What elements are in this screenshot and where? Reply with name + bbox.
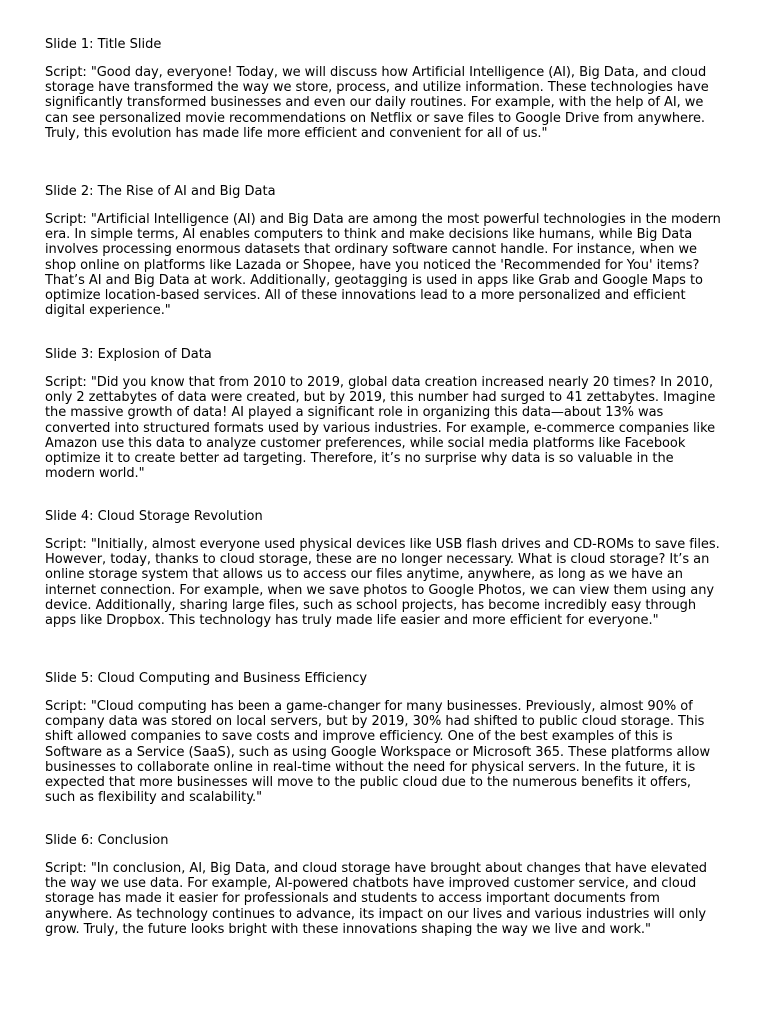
slide-section-6 (45, 832, 725, 952)
slide-section-3 (45, 346, 725, 508)
slide-title: Slide 6: Conclusion (45, 833, 169, 848)
slide-section-4 (45, 508, 725, 670)
slide-section-1 (45, 36, 725, 183)
slide-script: Script: "Artificial Intelligence (AI) and Big Data are among the most powerful technologies in the modern era. In simple terms, AI enables computers to think and make decisions like humans, while Big Data involves processing enormous datasets that ordinary software cannot handle. For instance, when we shop online on platforms like Lazada or Shopee, have you noticed the 'Recommended for You' items? That’s AI and Big Data at work. Additionally, geotagging is used in apps like Grab and Google Maps to optimize location-based services. All of these innovations lead to a more personalized and efficient digital experience." (45, 212, 721, 319)
slide-script: Script: "Good day, everyone! Today, we will discuss how Artificial Intelligence (AI), Big Data, and cloud storage have transformed the way we store, process, and utilize information. These technologies have significantly transformed businesses and even our daily routines. For example, with the help of AI, we can see personalized movie recommendations on Netflix or save files to Google Drive from anywhere. Truly, this evolution has made life more efficient and convenient for all of us." (45, 65, 709, 141)
slide-title: Slide 3: Explosion of Data (45, 347, 212, 362)
slide-title: Slide 4: Cloud Storage Revolution (45, 509, 263, 524)
slide-script: Script: "Initially, almost everyone used physical devices like USB flash drives and CD-ROMs to save files. However, today, thanks to cloud storage, these are no longer necessary. What is cloud storage? It’s an online storage system that allows us to access our files anytime, anywhere, as long as we have an internet connection. For example, when we save photos to Google Photos, we can view them using any device. Additionally, sharing large files, such as school projects, has become incredibly easy through apps like Dropbox. This technology has truly made life easier and more efficient for everyone." (45, 537, 720, 629)
slide-title: Slide 2: The Rise of AI and Big Data (45, 184, 276, 199)
document-page (45, 36, 725, 952)
slide-section-5 (45, 670, 725, 832)
slide-script: Script: "In conclusion, AI, Big Data, and cloud storage have brought about changes that have elevated the way we use data. For example, AI-powered chatbots have improved customer service, and cloud storage has made it easier for professionals and students to access important documents from anywhere. As technology continues to advance, its impact on our lives and various industries will only grow. Truly, the future looks bright with these innovations shaping the way we live and work." (45, 861, 708, 937)
slide-script: Script: "Did you know that from 2010 to 2019, global data creation increased nearly 20 times? In 2010, only 2 zettabytes of data were created, but by 2019, this number had surged to 41 zettabytes. Imagine the massive growth of data! AI played a significant role in organizing this data—about 13% was converted into structured formats used by various industries. For example, e-commerce companies like Amazon use this data to analyze customer preferences, while social media platforms like Facebook optimize it to create better ad targeting. Therefore, it’s no surprise why data is so valuable in the modern world." (45, 375, 716, 482)
slide-title: Slide 1: Title Slide (45, 37, 162, 52)
slide-script: Script: "Cloud computing has been a game-changer for many businesses. Previously, almost 90% of company data was stored on local servers, but by 2019, 30% had shifted to public cloud storage. This shift allowed companies to save costs and improve efficiency. One of the best examples of this is Software as a Service (SaaS), such as using Google Workspace or Microsoft 365. These platforms allow businesses to collaborate online in real-time without the need for physical servers. In the future, it is expected that more businesses will move to the public cloud due to the numerous benefits it offers, such as flexibility and scalability." (45, 699, 711, 806)
slide-section-2 (45, 183, 725, 346)
slide-title: Slide 5: Cloud Computing and Business Efficiency (45, 671, 368, 686)
